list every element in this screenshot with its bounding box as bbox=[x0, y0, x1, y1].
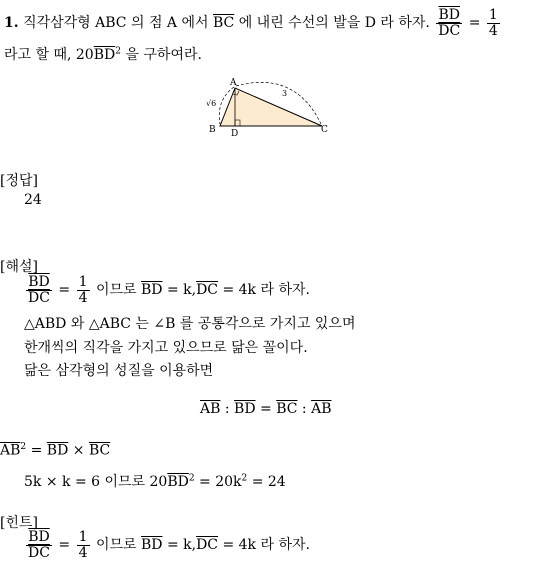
problem-line-1 bbox=[4, 8, 502, 38]
solution-text: = k, bbox=[166, 282, 197, 299]
label-c: C bbox=[321, 125, 328, 135]
equals-sign: = bbox=[58, 537, 71, 554]
frac-numerator: 1 bbox=[488, 7, 498, 23]
solution-text: = 4k 라 하자. bbox=[222, 282, 310, 299]
final-equation bbox=[24, 471, 286, 491]
frac-numerator: $\overline{BD}$ bbox=[26, 530, 52, 546]
segment-bd: $\overline{BD}$ bbox=[167, 474, 189, 490]
segment-ab: $\overline{AB}$ bbox=[0, 442, 21, 459]
equals-sign: = bbox=[255, 401, 277, 417]
segment-bd: $\overline{BD}$ bbox=[140, 537, 163, 554]
exponent: 2 bbox=[188, 473, 195, 484]
times-sign: × bbox=[68, 442, 89, 459]
label-side-ab: √6 bbox=[206, 99, 217, 108]
fraction-quarter bbox=[77, 530, 90, 560]
hint-text: = k, bbox=[166, 537, 197, 554]
solution-title: [해설] bbox=[0, 259, 38, 275]
frac-denominator: 4 bbox=[488, 22, 498, 39]
solution-line-1 bbox=[24, 275, 310, 305]
hint-text: = 4k 라 하자. bbox=[222, 537, 310, 554]
colon: : bbox=[297, 401, 312, 417]
fraction-quarter bbox=[487, 8, 500, 38]
proportion-equation bbox=[200, 401, 331, 417]
hint-text: 이므로 bbox=[95, 537, 137, 554]
problem-text-d: 을 구하여라. bbox=[125, 47, 202, 63]
frac-denominator: DC bbox=[438, 22, 461, 39]
label-b: B bbox=[209, 125, 216, 135]
fraction-bd-dc bbox=[26, 530, 52, 560]
fraction-quarter bbox=[77, 275, 90, 305]
answer-title: [정답] bbox=[0, 173, 38, 189]
solution-text: 5k × k = 6 이므로 20 bbox=[24, 474, 168, 490]
exponent: 2 bbox=[115, 46, 121, 57]
segment-ab: $\overline{AB}$ bbox=[311, 401, 332, 417]
segment-bd: $\overline{BD}$ bbox=[46, 442, 69, 459]
label-side-ac: 3 bbox=[282, 89, 288, 98]
problem-text-c: 라고 할 때, 20 bbox=[4, 47, 94, 63]
segment-dc: $\overline{DC}$ bbox=[196, 537, 219, 554]
solution-line-4: 닮은 삼각형의 성질을 이용하면 bbox=[24, 363, 214, 379]
frac-denominator: 4 bbox=[78, 544, 88, 561]
triangle-figure bbox=[200, 74, 340, 140]
solution-text: 이므로 bbox=[95, 282, 137, 299]
problem-line-2 bbox=[4, 44, 202, 64]
hint-line bbox=[24, 530, 310, 560]
fraction-bd-dc bbox=[436, 8, 462, 38]
square-equation bbox=[0, 442, 110, 459]
equals-sign: = bbox=[26, 442, 47, 459]
solution-line-2: △ABD 와 △ABC 는 ∠B 를 공통각으로 가지고 있으며 bbox=[24, 316, 356, 332]
frac-denominator: 4 bbox=[78, 289, 88, 306]
segment-ab: $\overline{AB}$ bbox=[200, 401, 221, 417]
problem-text-a: 직각삼각형 ABC 의 점 A 에서 bbox=[23, 15, 209, 32]
segment-bc: $\overline{BC}$ bbox=[88, 442, 111, 459]
solution-line-3: 한개씩의 직각을 가지고 있으므로 닮은 꼴이다. bbox=[24, 340, 308, 356]
frac-numerator: $\overline{BD}$ bbox=[26, 275, 52, 291]
label-d: D bbox=[231, 129, 239, 139]
segment-bd: $\overline{BD}$ bbox=[234, 401, 256, 417]
frac-denominator: DC bbox=[28, 544, 50, 561]
exponent: 2 bbox=[20, 442, 27, 452]
segment-bd: $\overline{BD}$ bbox=[93, 47, 116, 63]
answer-value: 24 bbox=[24, 192, 42, 208]
label-a: A bbox=[230, 78, 237, 88]
problem-text-b: 에 내린 수선의 발을 D 라 하자. bbox=[238, 15, 430, 32]
segment-bc: $\overline{BC}$ bbox=[212, 15, 235, 32]
equals-sign: = bbox=[468, 15, 481, 32]
frac-numerator: 1 bbox=[78, 274, 88, 290]
equals-sign: = bbox=[58, 282, 71, 299]
exponent: 2 bbox=[241, 473, 248, 484]
frac-numerator: 1 bbox=[78, 529, 88, 545]
fraction-bd-dc bbox=[26, 275, 52, 305]
segment-bc: $\overline{BC}$ bbox=[276, 401, 298, 417]
frac-numerator: $\overline{BD}$ bbox=[436, 8, 462, 24]
problem-number: 1. bbox=[4, 15, 19, 32]
frac-denominator: DC bbox=[28, 289, 50, 306]
hint-title: [힌트] bbox=[0, 515, 38, 531]
solution-text: = 24 bbox=[247, 474, 286, 490]
segment-bd: $\overline{BD}$ bbox=[140, 282, 163, 299]
colon: : bbox=[220, 401, 235, 417]
solution-text: = 20k bbox=[194, 474, 242, 490]
segment-dc: $\overline{DC}$ bbox=[196, 282, 219, 299]
